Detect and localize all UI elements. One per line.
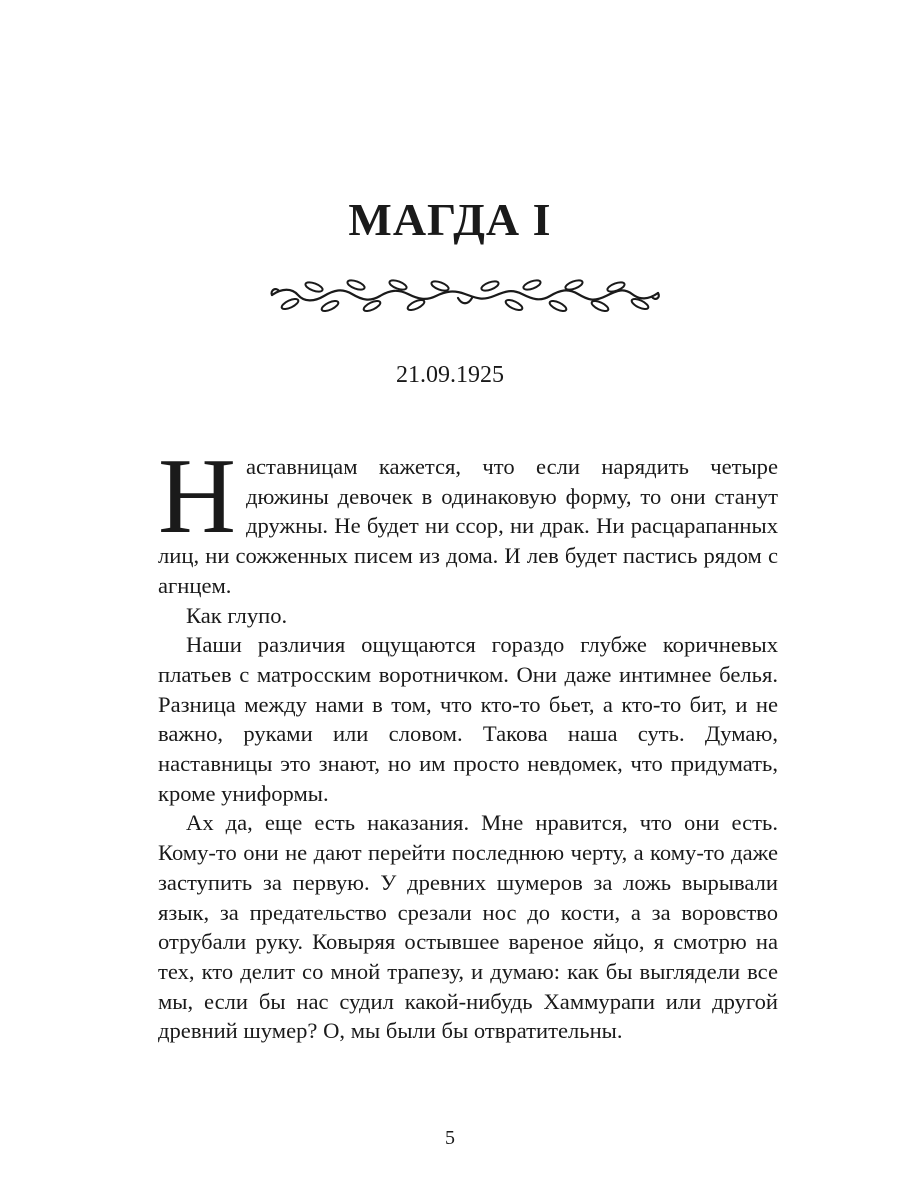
paragraph: Ах да, еще есть наказания. Мне нравится, что они есть. Кому-то они не дают перейти последнюю черту, а кому-то даже заступить за первую. У древних шумеров за ложь вырывали язык, за предательство срезали нос до кости, а за воровство отрубали руку. Ковыряя остывшее вареное яйцо, я смотрю на тех, кто делит со мной трапезу, и думаю: как бы выглядели все мы, если бы нас судил какой-нибудь Хаммурапи или другой древний шумер? О, мы были бы отвратительны. — [158, 810, 778, 1044]
paragraph: Как глупо. — [186, 602, 288, 628]
paragraph: Наши различия ощущаются гораздо глубже коричневых платьев с матросским воротничком. Они даже интимнее белья. Разница между нами в том, что кто-то бьет, а кто-то бит, и не важно, руками или словом. Такова наша суть. Думаю, наставницы это знают, но им просто невдомек, что придумать, кроме униформы. — [158, 632, 778, 806]
drop-cap: Н — [158, 437, 236, 556]
laurel-vine-divider-icon — [268, 278, 663, 322]
paragraph — [158, 437, 778, 601]
page-number: 5 — [445, 1127, 455, 1149]
chapter-date: 21.09.1925 — [396, 362, 504, 388]
chapter-title: МАГДА I — [348, 194, 552, 245]
chapter-body — [158, 437, 778, 1046]
paragraph-text: аставницам кажется, что если нарядить четыре дюжины девочек в одинаковую форму, то они станут дружны. Не будет ни ссор, ни драк. Ни расцарапанных лиц, ни сожженных писем из дома. И лев будет пастись рядом с агнцем. — [158, 454, 778, 598]
